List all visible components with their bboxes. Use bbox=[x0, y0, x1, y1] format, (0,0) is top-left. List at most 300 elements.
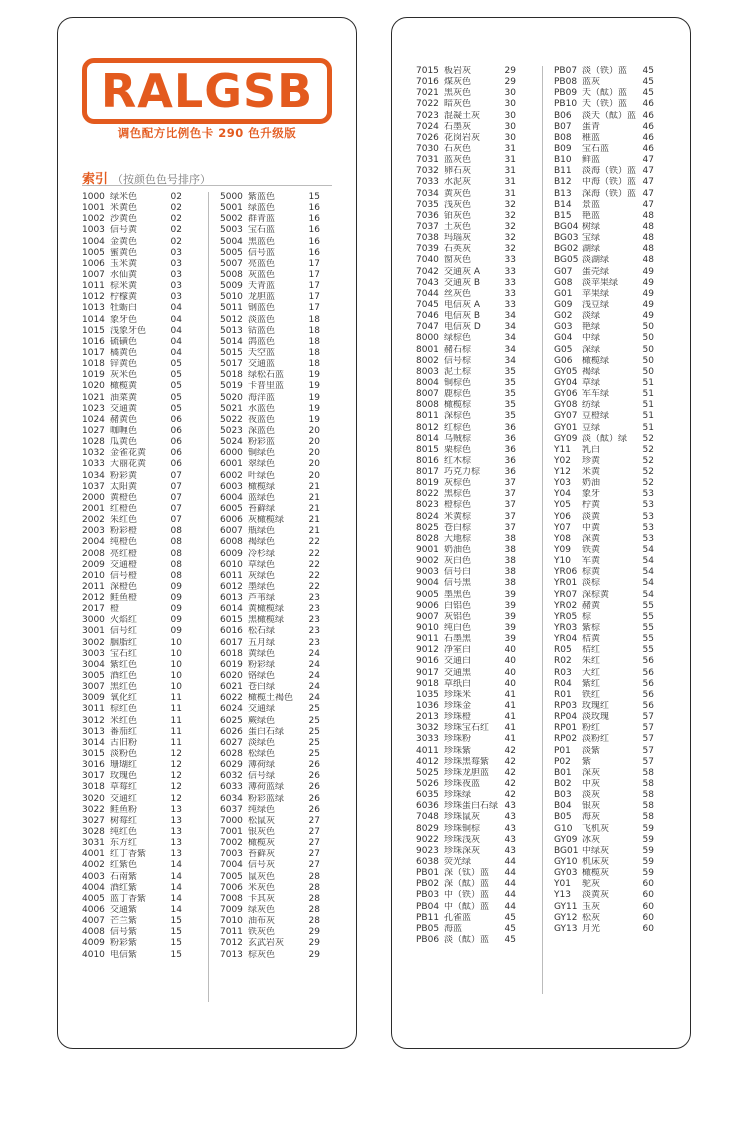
color-code: 9011 bbox=[416, 634, 439, 645]
color-code: 1005 bbox=[82, 247, 105, 258]
color-name: 淡黄灰 bbox=[582, 890, 610, 901]
page-number: 17 bbox=[308, 303, 320, 314]
color-index-row bbox=[554, 255, 654, 266]
color-name: 深（钛）蓝 bbox=[444, 868, 490, 879]
color-code: 5008 bbox=[220, 269, 243, 280]
color-code: B11 bbox=[554, 166, 572, 177]
color-code: 5015 bbox=[220, 347, 243, 358]
color-index-row bbox=[554, 423, 654, 434]
color-name: 墨黑色 bbox=[444, 589, 472, 600]
color-name: 银灰 bbox=[582, 801, 601, 812]
color-code: 2000 bbox=[82, 492, 105, 503]
color-name: 卵石灰 bbox=[444, 166, 472, 177]
page-number: 42 bbox=[504, 779, 516, 789]
color-name: 芒兰紫 bbox=[110, 916, 138, 927]
color-index-row bbox=[220, 860, 320, 871]
color-index-row bbox=[220, 203, 320, 214]
color-code: 6035 bbox=[416, 790, 439, 801]
color-index-row bbox=[220, 883, 320, 894]
page-number: 13 bbox=[170, 827, 182, 838]
color-index-row bbox=[82, 560, 182, 571]
color-name: 紫红色 bbox=[110, 659, 138, 670]
color-code: B02 bbox=[554, 779, 572, 789]
page-number: 22 bbox=[308, 570, 320, 581]
color-name: 赭石棕 bbox=[444, 344, 472, 355]
color-index-row bbox=[220, 560, 320, 571]
color-code: 8011 bbox=[416, 411, 439, 422]
color-index-row bbox=[82, 359, 182, 370]
color-name: 宝石蓝 bbox=[582, 143, 610, 154]
page-number: 04 bbox=[170, 314, 182, 325]
color-code: B08 bbox=[554, 132, 572, 143]
color-code: 9022 bbox=[416, 834, 439, 845]
color-index-row bbox=[554, 768, 654, 779]
color-name: 淡（酞）蓝 bbox=[444, 934, 490, 945]
color-name: 珍珠绿 bbox=[444, 790, 472, 801]
color-code: 7042 bbox=[416, 266, 439, 277]
color-name: 大地棕 bbox=[444, 533, 472, 544]
page-number: 27 bbox=[308, 815, 320, 826]
color-name: 浅豆绿 bbox=[582, 299, 610, 310]
color-name: 机床灰 bbox=[582, 856, 610, 867]
color-code: 8014 bbox=[416, 433, 439, 444]
color-index-row bbox=[554, 701, 654, 712]
color-name: 珍珠橙 bbox=[444, 712, 472, 723]
color-index-row bbox=[82, 916, 182, 927]
color-code: 9023 bbox=[416, 845, 439, 856]
color-code: 4011 bbox=[416, 745, 439, 756]
color-code: GY13 bbox=[554, 923, 578, 934]
color-code: 1028 bbox=[82, 437, 105, 448]
color-name: 乳白 bbox=[582, 444, 601, 455]
color-index-row bbox=[82, 782, 182, 793]
color-code: 6014 bbox=[220, 604, 243, 615]
color-index-column-2 bbox=[220, 192, 320, 961]
page-number: 49 bbox=[642, 277, 654, 288]
color-code: 3011 bbox=[82, 704, 105, 715]
color-code: 2003 bbox=[82, 526, 105, 537]
color-name: 深蓝色 bbox=[248, 425, 276, 436]
color-name: 太阳黄 bbox=[110, 481, 138, 492]
page-number: 41 bbox=[504, 701, 516, 712]
color-name: 绿松石蓝 bbox=[248, 370, 285, 381]
color-code: 4009 bbox=[82, 938, 105, 949]
color-name: 淡蓝色 bbox=[248, 314, 276, 325]
color-code: RP01 bbox=[554, 723, 578, 734]
page-number: 43 bbox=[504, 845, 516, 856]
page-number: 56 bbox=[642, 701, 654, 712]
color-code: Y01 bbox=[554, 879, 571, 890]
page-number: 52 bbox=[642, 478, 654, 489]
color-index-row bbox=[82, 794, 182, 805]
color-index-row bbox=[416, 400, 516, 411]
color-code: Y04 bbox=[554, 489, 571, 500]
color-index-row bbox=[220, 426, 320, 437]
color-code: 7040 bbox=[416, 255, 439, 266]
page-number: 60 bbox=[642, 912, 654, 923]
color-name: 米黄 bbox=[582, 467, 601, 478]
color-code: 1012 bbox=[82, 292, 105, 303]
color-name: 冷杉绿 bbox=[248, 548, 276, 559]
color-index-row bbox=[416, 300, 516, 311]
color-index-row bbox=[220, 237, 320, 248]
color-code: 1016 bbox=[82, 336, 105, 347]
color-index-row bbox=[416, 824, 516, 835]
color-code: 7034 bbox=[416, 188, 439, 199]
page-number: 47 bbox=[642, 199, 654, 210]
page-number: 06 bbox=[170, 448, 182, 459]
page-number: 48 bbox=[642, 255, 654, 266]
color-index-row bbox=[554, 556, 654, 567]
color-index-row bbox=[416, 690, 516, 701]
color-index-row bbox=[554, 668, 654, 679]
page-number: 07 bbox=[170, 492, 182, 503]
color-name: 玫瑰红 bbox=[582, 701, 610, 712]
color-code: 7046 bbox=[416, 311, 439, 322]
page-number: 35 bbox=[504, 366, 516, 377]
page-number: 25 bbox=[308, 704, 320, 715]
color-index-row bbox=[82, 437, 182, 448]
color-index-row bbox=[554, 144, 654, 155]
color-code: R01 bbox=[554, 689, 572, 700]
color-code: YR02 bbox=[554, 600, 578, 611]
page-number: 29 bbox=[504, 77, 516, 88]
color-index-row bbox=[416, 189, 516, 200]
page-number: 47 bbox=[642, 166, 654, 177]
page-number: 05 bbox=[170, 381, 182, 392]
page-number: 60 bbox=[642, 923, 654, 934]
color-code: GY09 bbox=[554, 433, 578, 444]
color-index-row bbox=[82, 270, 182, 281]
page-number: 60 bbox=[642, 901, 654, 912]
color-code: 3016 bbox=[82, 760, 105, 771]
page-number: 19 bbox=[308, 414, 320, 425]
page-number: 18 bbox=[308, 347, 320, 358]
color-name: 宝石蓝 bbox=[248, 225, 276, 236]
page-number: 22 bbox=[308, 537, 320, 548]
page-number: 59 bbox=[642, 834, 654, 845]
color-code: R05 bbox=[554, 645, 572, 656]
page-number: 28 bbox=[308, 893, 320, 904]
color-code: 7033 bbox=[416, 177, 439, 188]
color-index-row bbox=[82, 493, 182, 504]
color-index-row bbox=[416, 500, 516, 511]
color-code: G09 bbox=[554, 299, 573, 310]
color-code: 7004 bbox=[220, 860, 243, 871]
color-index-row bbox=[416, 545, 516, 556]
color-code: GY04 bbox=[554, 377, 578, 388]
color-code: 8003 bbox=[416, 366, 439, 377]
page-number: 39 bbox=[504, 634, 516, 645]
page-number: 57 bbox=[642, 734, 654, 745]
color-name: 孔雀蓝 bbox=[444, 912, 472, 923]
color-name: 铁黄 bbox=[582, 545, 601, 556]
color-name: 中（铁）蓝 bbox=[444, 890, 490, 901]
color-name: 珍珠紫 bbox=[444, 745, 472, 756]
color-index-row bbox=[220, 270, 320, 281]
color-code: GY10 bbox=[554, 856, 578, 867]
color-name: 绿棕色 bbox=[444, 333, 472, 344]
color-code: 8029 bbox=[416, 823, 439, 834]
color-name: 鸽蓝色 bbox=[248, 336, 276, 347]
page-number: 23 bbox=[308, 604, 320, 615]
color-code: 4003 bbox=[82, 871, 105, 882]
right-card bbox=[391, 17, 691, 1049]
color-index-row bbox=[554, 300, 654, 311]
page-number: 49 bbox=[642, 266, 654, 277]
color-code: 7012 bbox=[220, 938, 243, 949]
color-code: 6019 bbox=[220, 659, 243, 670]
color-index-row bbox=[554, 534, 654, 545]
color-name: 沙黄色 bbox=[110, 214, 138, 225]
color-code: 3013 bbox=[82, 726, 105, 737]
color-code: 1000 bbox=[82, 192, 105, 202]
color-name: 军车绿 bbox=[582, 389, 610, 400]
color-code: 1020 bbox=[82, 381, 105, 392]
color-name: 棕红色 bbox=[110, 704, 138, 715]
color-index-row bbox=[220, 626, 320, 637]
color-code: R03 bbox=[554, 667, 572, 678]
page-number: 11 bbox=[170, 737, 182, 748]
color-name: 信号橙 bbox=[110, 570, 138, 581]
color-name: 红橙色 bbox=[110, 503, 138, 514]
page-number: 39 bbox=[504, 623, 516, 634]
page-number: 36 bbox=[504, 433, 516, 444]
color-name: 橙棕色 bbox=[444, 500, 472, 511]
page-number: 43 bbox=[504, 823, 516, 834]
color-name: 珍珠蛋白石绿 bbox=[444, 801, 499, 812]
color-code: 7011 bbox=[220, 927, 243, 938]
page-number: 34 bbox=[504, 333, 516, 344]
page-number: 44 bbox=[504, 868, 516, 879]
color-code: 6021 bbox=[220, 682, 243, 693]
color-name: 艳蓝 bbox=[582, 210, 601, 221]
color-index-row bbox=[82, 838, 182, 849]
color-name: 珍珠深灰 bbox=[444, 845, 481, 856]
page-number: 42 bbox=[504, 756, 516, 767]
page-number: 26 bbox=[308, 771, 320, 782]
color-code: 1015 bbox=[82, 325, 105, 336]
page-number: 25 bbox=[308, 726, 320, 737]
color-code: 6018 bbox=[220, 648, 243, 659]
color-code: 7009 bbox=[220, 905, 243, 915]
page-number: 14 bbox=[170, 871, 182, 882]
color-name: 泥土棕 bbox=[444, 366, 472, 377]
page-number: 37 bbox=[504, 478, 516, 489]
color-index-row bbox=[554, 913, 654, 924]
color-name: 珍珠粉 bbox=[444, 734, 472, 745]
page-number: 23 bbox=[308, 637, 320, 648]
page-number: 20 bbox=[308, 437, 320, 448]
color-index-row bbox=[416, 166, 516, 177]
color-index-row bbox=[554, 902, 654, 913]
index-divider bbox=[82, 185, 332, 186]
color-name: 蜜黄色 bbox=[110, 247, 138, 258]
color-code: 4002 bbox=[82, 860, 105, 871]
page-number: 25 bbox=[308, 749, 320, 760]
page-number: 53 bbox=[642, 500, 654, 511]
color-code: 5003 bbox=[220, 225, 243, 236]
color-name: 绿蓝色 bbox=[248, 203, 276, 214]
color-code: 1032 bbox=[82, 448, 105, 459]
color-code: 3003 bbox=[82, 648, 105, 659]
page-number: 15 bbox=[170, 949, 182, 960]
color-name: 金雀花黄 bbox=[110, 448, 147, 459]
color-code: PB01 bbox=[416, 868, 440, 879]
page-number: 17 bbox=[308, 281, 320, 292]
color-name: 锌黄色 bbox=[110, 359, 138, 370]
color-index-row bbox=[220, 493, 320, 504]
color-index-row bbox=[220, 582, 320, 593]
color-index-row bbox=[220, 381, 320, 392]
color-name: 朱红 bbox=[582, 656, 601, 667]
color-name: 鼠灰色 bbox=[248, 871, 276, 882]
color-name: 石墨黑 bbox=[444, 634, 472, 645]
color-name: 苔藓灰 bbox=[248, 849, 276, 860]
color-code: B06 bbox=[554, 110, 572, 121]
color-name: 牡蛎白 bbox=[110, 303, 138, 314]
color-index-column-3 bbox=[416, 66, 516, 946]
page-number: 02 bbox=[170, 192, 182, 202]
color-index-row bbox=[82, 515, 182, 526]
color-name: 板岩灰 bbox=[444, 66, 472, 76]
color-index-row bbox=[416, 879, 516, 890]
color-index-row bbox=[554, 812, 654, 823]
color-index-row bbox=[82, 626, 182, 637]
color-index-row bbox=[416, 902, 516, 913]
color-name: 奶油色 bbox=[444, 545, 472, 556]
color-name: 灰绿色 bbox=[248, 570, 276, 581]
color-name: 中绿灰 bbox=[582, 845, 610, 856]
color-name: 酒红紫 bbox=[110, 882, 138, 893]
color-index-row bbox=[416, 255, 516, 266]
color-index-row bbox=[82, 771, 182, 782]
color-index-row bbox=[82, 504, 182, 515]
color-name: 棕 bbox=[582, 611, 592, 622]
color-code: BG01 bbox=[554, 845, 579, 856]
color-code: 4001 bbox=[82, 849, 105, 860]
color-name: 金黄色 bbox=[110, 236, 138, 247]
color-name: 石英灰 bbox=[444, 244, 472, 255]
page-number: 59 bbox=[642, 868, 654, 879]
color-name: 芦苇绿 bbox=[248, 593, 276, 604]
color-index-row bbox=[554, 166, 654, 177]
color-index-row bbox=[220, 225, 320, 236]
color-code: B13 bbox=[554, 188, 572, 199]
color-index-row bbox=[82, 693, 182, 704]
color-code: 5002 bbox=[220, 214, 243, 225]
color-index-row bbox=[82, 749, 182, 760]
color-code: 5025 bbox=[416, 767, 439, 778]
color-index-row bbox=[416, 367, 516, 378]
color-index-row bbox=[416, 757, 516, 768]
color-index-row bbox=[416, 423, 516, 434]
color-code: GY09 bbox=[554, 834, 578, 845]
color-index-row bbox=[220, 348, 320, 359]
color-name: 混凝土灰 bbox=[444, 110, 481, 121]
color-index-row bbox=[220, 537, 320, 548]
color-name: 铜棕色 bbox=[444, 377, 472, 388]
color-name: 绿灰色 bbox=[248, 905, 276, 915]
color-code: 8022 bbox=[416, 489, 439, 500]
color-index-row bbox=[416, 88, 516, 99]
color-name: 净室白 bbox=[444, 645, 472, 656]
color-code: Y08 bbox=[554, 533, 571, 544]
color-code: PB08 bbox=[554, 77, 578, 88]
color-code: R02 bbox=[554, 656, 572, 667]
color-index-row bbox=[82, 471, 182, 482]
color-name: 草莓红 bbox=[110, 782, 138, 793]
page-number: 07 bbox=[170, 481, 182, 492]
page-number: 54 bbox=[642, 567, 654, 578]
color-index-row bbox=[416, 890, 516, 901]
color-name: 草绿 bbox=[582, 377, 601, 388]
color-name: 暗灰色 bbox=[444, 99, 472, 110]
page-number: 16 bbox=[308, 236, 320, 247]
page-number: 55 bbox=[642, 600, 654, 611]
color-index-row bbox=[554, 734, 654, 745]
color-index-row bbox=[220, 259, 320, 270]
page-number: 44 bbox=[504, 856, 516, 867]
page-number: 50 bbox=[642, 322, 654, 333]
color-index-row bbox=[220, 415, 320, 426]
color-code: GY11 bbox=[554, 901, 578, 912]
color-code: YR04 bbox=[554, 634, 578, 645]
color-index-row bbox=[220, 894, 320, 905]
color-code: G08 bbox=[554, 277, 573, 288]
color-code: 3002 bbox=[82, 637, 105, 648]
color-index-row bbox=[220, 604, 320, 615]
page-number: 45 bbox=[642, 88, 654, 99]
color-code: 1002 bbox=[82, 214, 105, 225]
page-number: 16 bbox=[308, 225, 320, 236]
page-number: 47 bbox=[642, 177, 654, 188]
color-index-row bbox=[82, 860, 182, 871]
color-code: 6020 bbox=[220, 671, 243, 682]
color-code: 3015 bbox=[82, 749, 105, 760]
color-name: 黑蓝色 bbox=[248, 236, 276, 247]
color-name: 瓶绿色 bbox=[248, 526, 276, 537]
color-code: Y02 bbox=[554, 455, 571, 466]
page-number: 15 bbox=[170, 916, 182, 927]
color-index-row bbox=[416, 278, 516, 289]
color-name: 灰蓝色 bbox=[248, 269, 276, 280]
page-number: 20 bbox=[308, 470, 320, 481]
color-name: 深棕黄 bbox=[582, 589, 610, 600]
color-code: 1027 bbox=[82, 425, 105, 436]
color-index-row bbox=[554, 244, 654, 255]
color-index-row bbox=[220, 292, 320, 303]
color-index-row bbox=[82, 660, 182, 671]
color-name: 群青蓝 bbox=[248, 214, 276, 225]
color-name: 珍珠米 bbox=[444, 689, 472, 700]
color-index-row bbox=[554, 456, 654, 467]
color-index-row bbox=[554, 879, 654, 890]
color-code: 9018 bbox=[416, 678, 439, 689]
color-name: 信号灰 bbox=[248, 860, 276, 871]
page-number: 44 bbox=[504, 890, 516, 901]
color-code: 6029 bbox=[220, 760, 243, 771]
page-number: 06 bbox=[170, 425, 182, 436]
page-number: 54 bbox=[642, 556, 654, 567]
page-number: 21 bbox=[308, 481, 320, 492]
color-name: 珍珠金 bbox=[444, 701, 472, 712]
color-index-row bbox=[82, 927, 182, 938]
color-code: GY08 bbox=[554, 400, 578, 411]
color-name: 灰铝色 bbox=[444, 611, 472, 622]
color-code: 6037 bbox=[220, 804, 243, 815]
page-number: 52 bbox=[642, 455, 654, 466]
